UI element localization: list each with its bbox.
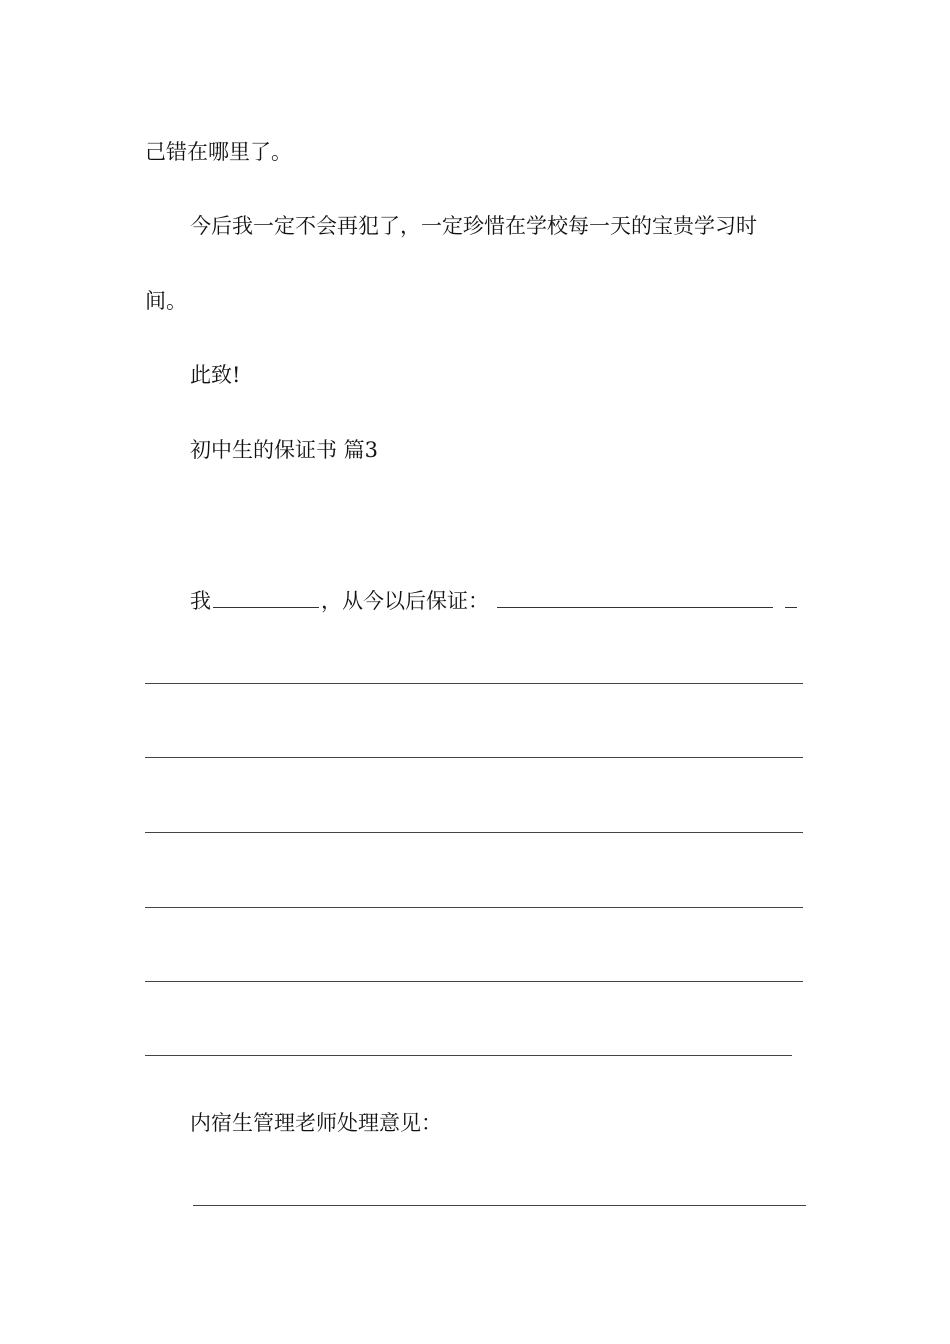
paragraph-ending: 己错在哪里了。 [145, 140, 292, 164]
pledge-writing-line-2[interactable] [145, 757, 803, 758]
pledge-writing-line-6[interactable] [145, 1055, 792, 1056]
pledge-writing-line-3[interactable] [145, 832, 803, 833]
pledge-writing-line-4[interactable] [145, 907, 803, 908]
pledge-middle: ，从今以后保证： [321, 589, 489, 613]
pledge-blank-tail[interactable] [785, 587, 797, 608]
pledge-blank[interactable] [497, 587, 773, 608]
pledge-prefix: 我 [190, 589, 211, 613]
closing-salutation: 此致! [190, 363, 241, 387]
name-blank[interactable] [213, 587, 319, 608]
pledge-writing-line-5[interactable] [145, 981, 803, 982]
pledge-line [190, 587, 799, 615]
dorm-teacher-opinion-label: 内宿生管理老师处理意见： [190, 1111, 442, 1135]
paragraph-line-1: 今后我一定不会再犯了，一定珍惜在学校每一天的宝贵学习时 [190, 214, 757, 238]
dorm-teacher-opinion-line[interactable] [193, 1205, 806, 1206]
paragraph-line-2: 间。 [145, 289, 187, 313]
pledge-writing-line-1[interactable] [145, 683, 803, 684]
section-title: 初中生的保证书 篇3 [190, 438, 379, 462]
